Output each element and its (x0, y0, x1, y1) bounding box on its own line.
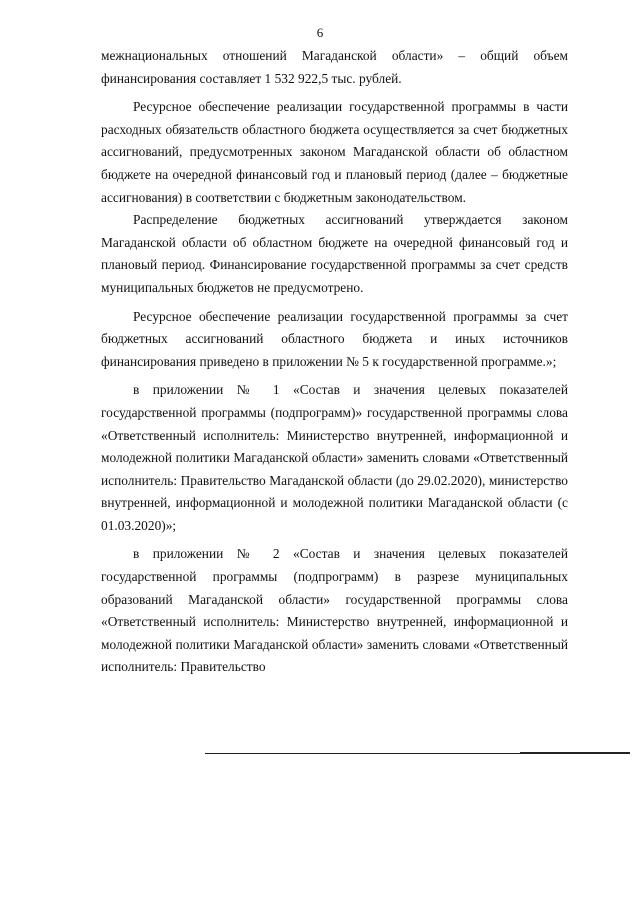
paragraph-resource-sources: Ресурсное обеспечение реализации государственной программы за счет бюджетных ассигнований областного бюджета и иных источников финансирования приведено в приложении № 5 к государственной программе.»; (101, 308, 568, 369)
paragraph-appendix-2: в приложении № 2 «Состав и значения целевых показателей государственной программы (подпрограмм) в разрезе муниципальных образований Магаданской области» государственной программы слова «Ответственный исполнитель: Министерство внутренней, информационной и молодежной политики Магаданской области» заменить словами «Ответственный исполнитель: Правительство (101, 546, 568, 675)
footer-rule-thick (520, 752, 630, 754)
page-number: 6 (316, 25, 324, 40)
paragraph-allocation: Распределение бюджетных ассигнований утверждается законом Магаданской области об областном бюджете на очередной финансовый год и плановый период. Финансирование государственной программы за счет средств муниципальных бюджетов не предусмотрено. (101, 212, 568, 295)
paragraph-appendix-1: в приложении № 1 «Состав и значения целевых показателей государственной программы (подпрограмм)» государственной программы слова «Ответственный исполнитель: Министерство внутренней, информационной и молодежной политики Магаданской области» заменить словами «Ответственный исполнитель: Правительство Магаданской области (до 29.02.2020), министерство внутренней, информационной и молодежной политики Магаданской области (с 01.03.2020)»; (101, 382, 568, 533)
document-body (101, 45, 568, 679)
paragraph-resource-provision: Ресурсное обеспечение реализации государственной программы в части расходных обязательств областного бюджета осуществляется за счет бюджетных ассигнований, предусмотренных законом Магаданской области об областном бюджете на очередной финансовый год и плановый период (далее – бюджетные ассигнования) в соответствии с бюджетным законодательством. (101, 99, 568, 205)
paragraph-continuation: межнациональных отношений Магаданской области» – общий объем финансирования составляет 1 532 922,5 тыс. рублей. (101, 48, 568, 86)
